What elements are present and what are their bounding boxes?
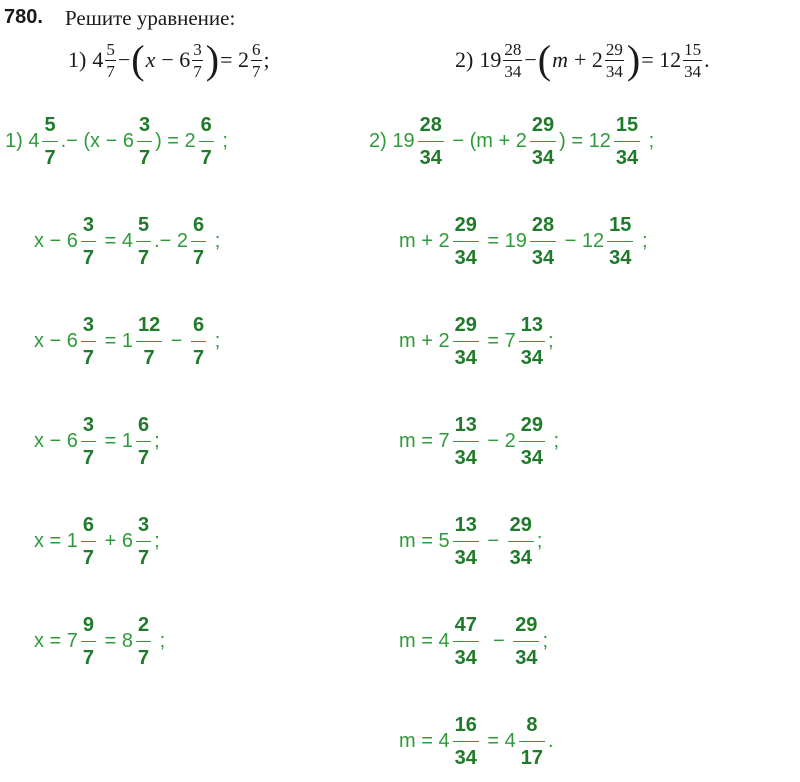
equation-text: . xyxy=(548,729,554,752)
numerator: 15 xyxy=(615,113,639,136)
equation-line xyxy=(398,505,543,577)
denominator: 34 xyxy=(454,546,477,569)
fraction xyxy=(81,312,96,371)
equation-text: ) = 2 xyxy=(155,129,196,152)
equation-text: .− 2 xyxy=(154,229,189,252)
equation-text: − xyxy=(481,629,511,652)
fraction-bar xyxy=(136,641,151,642)
equation-line xyxy=(398,305,555,377)
numerator: 13 xyxy=(454,513,477,536)
fraction-bar xyxy=(199,141,214,142)
fraction: 15 34 xyxy=(684,39,702,81)
fraction-bar xyxy=(453,741,479,742)
equation-text: − 2 xyxy=(481,429,516,452)
fraction-bar xyxy=(530,241,556,242)
denominator: 7 xyxy=(137,246,150,269)
equation-text: = 7 xyxy=(481,329,516,352)
fraction xyxy=(136,212,151,271)
numerator: 8 xyxy=(526,713,538,736)
fraction xyxy=(519,412,545,471)
fraction xyxy=(519,712,545,771)
fraction-bar xyxy=(191,241,206,242)
fraction-bar xyxy=(81,541,96,542)
fraction xyxy=(519,312,545,371)
denominator: 7 xyxy=(82,646,95,669)
fraction-bar xyxy=(137,141,152,142)
denominator: 17 xyxy=(520,746,543,769)
equation-text: ; xyxy=(154,629,166,652)
fraction xyxy=(530,112,556,171)
equation-text: ; xyxy=(154,529,160,552)
fraction-bar xyxy=(607,241,633,242)
fraction xyxy=(42,112,57,171)
equation-text: = 8 xyxy=(99,629,133,652)
equation-line xyxy=(33,605,166,677)
fraction xyxy=(508,512,534,571)
fraction-bar xyxy=(42,141,57,142)
equation-text: ; xyxy=(209,329,221,352)
fraction-bar xyxy=(519,441,545,442)
denominator: 7 xyxy=(137,546,150,569)
equation-text: = 19 xyxy=(481,229,527,252)
equation-text: = 1 xyxy=(99,329,133,352)
equation-line xyxy=(398,605,549,677)
equation-text: m = 4 xyxy=(399,729,450,752)
fraction xyxy=(81,512,96,571)
numerator: 3 xyxy=(82,213,95,236)
numerator: 6 xyxy=(82,513,95,536)
equation-line xyxy=(33,405,161,477)
denominator: 7 xyxy=(82,446,95,469)
denominator: 34 xyxy=(454,746,477,769)
numerator: 6 xyxy=(193,313,205,336)
numerator: 29 xyxy=(531,113,555,136)
fraction: 5 7 xyxy=(106,39,115,81)
denominator: 7 xyxy=(82,246,95,269)
task-2: 2) 19 28 34 − ( m + 2 29 34 ) = 12 15 34 . xyxy=(455,37,710,82)
numerator: 29 xyxy=(454,213,477,236)
fraction xyxy=(191,312,206,371)
denominator: 34 xyxy=(515,646,538,669)
equation-text: ; xyxy=(154,429,160,452)
equation-text: m = 5 xyxy=(399,529,450,552)
fraction: 29 34 xyxy=(605,39,623,81)
fraction-bar xyxy=(453,341,479,342)
fraction xyxy=(81,212,96,271)
numerator: 28 xyxy=(419,113,442,136)
fraction xyxy=(453,712,479,771)
equation-text: ; xyxy=(542,629,548,652)
numerator: 28 xyxy=(531,213,555,236)
fraction xyxy=(81,612,96,671)
fraction xyxy=(453,212,479,271)
fraction xyxy=(137,112,152,171)
denominator: 34 xyxy=(531,146,555,169)
fraction-bar xyxy=(519,741,545,742)
fraction-bar xyxy=(136,241,151,242)
denominator: 7 xyxy=(82,346,95,369)
denominator: 34 xyxy=(609,246,632,269)
numerator: 3 xyxy=(137,513,150,536)
fraction-bar xyxy=(81,341,96,342)
numerator: 3 xyxy=(138,113,151,136)
denominator: 34 xyxy=(509,546,532,569)
numerator: 13 xyxy=(520,313,543,336)
numerator: 29 xyxy=(520,413,543,436)
fraction xyxy=(418,112,444,171)
numerator: 6 xyxy=(200,113,212,136)
denominator: 7 xyxy=(193,246,205,269)
equation-line xyxy=(398,705,555,777)
denominator: 34 xyxy=(454,246,477,269)
numerator: 3 xyxy=(82,313,95,336)
numerator: 9 xyxy=(82,613,95,636)
fraction-bar xyxy=(519,341,545,342)
fraction: 28 34 xyxy=(504,39,522,81)
denominator: 34 xyxy=(531,246,555,269)
numerator: 13 xyxy=(454,413,477,436)
equation-text: .− (x − 6 xyxy=(60,129,134,152)
denominator: 34 xyxy=(419,146,442,169)
numerator: 5 xyxy=(137,213,150,236)
fraction-bar xyxy=(453,441,479,442)
numerator: 29 xyxy=(515,613,538,636)
denominator: 7 xyxy=(193,346,205,369)
fraction-bar xyxy=(453,241,479,242)
numerator: 3 xyxy=(82,413,95,436)
numerator: 29 xyxy=(509,513,532,536)
equation-line xyxy=(368,105,655,177)
problem-number: 780. xyxy=(4,6,43,28)
equation-text: ; xyxy=(643,129,655,152)
numerator: 16 xyxy=(454,713,477,736)
equation-text: x − 6 xyxy=(34,329,78,352)
equation-text: = 4 xyxy=(99,229,133,252)
left-paren: ( xyxy=(131,37,145,82)
fraction xyxy=(199,112,214,171)
equation-text: ) = 12 xyxy=(559,129,611,152)
fraction xyxy=(530,212,556,271)
equation-text: x = 1 xyxy=(34,529,78,552)
equation-text: ; xyxy=(216,129,228,152)
equation-text: x − 6 xyxy=(34,429,78,452)
equation-text: 1) 4 xyxy=(5,129,40,152)
numerator: 6 xyxy=(193,213,205,236)
fraction xyxy=(136,312,162,371)
equation-line xyxy=(33,205,221,277)
fraction xyxy=(513,612,539,671)
fraction xyxy=(607,212,633,271)
equation-text: ; xyxy=(636,229,648,252)
equation-text: − xyxy=(165,329,189,352)
fraction xyxy=(453,412,479,471)
right-paren: ) xyxy=(205,37,220,82)
denominator: 7 xyxy=(137,646,150,669)
denominator: 7 xyxy=(138,146,151,169)
numerator: 6 xyxy=(137,413,150,436)
fraction-bar xyxy=(513,641,539,642)
fraction xyxy=(136,612,151,671)
numerator: 5 xyxy=(44,113,56,136)
denominator: 34 xyxy=(520,346,543,369)
denominator: 34 xyxy=(454,346,477,369)
equation-line xyxy=(4,105,229,177)
equation-text: = 1 xyxy=(99,429,133,452)
denominator: 34 xyxy=(454,646,477,669)
equation-text: − 12 xyxy=(559,229,605,252)
right-paren: ) xyxy=(626,37,641,82)
fraction: 3 7 xyxy=(193,39,202,81)
equation-text: ; xyxy=(548,329,554,352)
fraction: 6 7 xyxy=(252,39,261,81)
equation-text: + 6 xyxy=(99,529,133,552)
equation-text: m = 4 xyxy=(399,629,450,652)
fraction-bar xyxy=(453,541,479,542)
fraction xyxy=(81,412,96,471)
equation-text: ; xyxy=(548,429,560,452)
fraction xyxy=(453,612,479,671)
fraction-bar xyxy=(614,141,640,142)
task-1: 1) 4 5 7 − ( x − 6 3 7 ) = 2 6 7 ; xyxy=(68,37,270,82)
equation-line xyxy=(398,205,649,277)
numerator: 29 xyxy=(454,313,477,336)
fraction-bar xyxy=(81,441,96,442)
numerator: 2 xyxy=(137,613,150,636)
equation-text: x = 7 xyxy=(34,629,78,652)
denominator: 7 xyxy=(143,346,155,369)
fraction-bar xyxy=(453,641,479,642)
denominator: 34 xyxy=(454,446,477,469)
denominator: 34 xyxy=(520,446,543,469)
fraction-bar xyxy=(508,541,534,542)
equation-line xyxy=(33,505,161,577)
numerator: 15 xyxy=(609,213,632,236)
fraction-bar xyxy=(418,141,444,142)
fraction xyxy=(453,312,479,371)
fraction xyxy=(136,412,151,471)
fraction xyxy=(191,212,206,271)
equation-line xyxy=(33,305,221,377)
fraction-bar xyxy=(81,241,96,242)
equation-text: m + 2 xyxy=(399,229,450,252)
denominator: 7 xyxy=(137,446,150,469)
denominator: 7 xyxy=(200,146,212,169)
equation-text: − xyxy=(481,529,505,552)
problem-instruction: Решите уравнение: xyxy=(65,6,236,30)
equation-text: ; xyxy=(536,529,543,552)
denominator: 7 xyxy=(82,546,95,569)
fraction xyxy=(136,512,151,571)
fraction-bar xyxy=(530,141,556,142)
equation-text: m + 2 xyxy=(399,329,450,352)
denominator: 7 xyxy=(44,146,56,169)
equation-text: 2) 19 xyxy=(369,129,415,152)
fraction xyxy=(453,512,479,571)
fraction-bar xyxy=(136,341,162,342)
equation-text: x − 6 xyxy=(34,229,78,252)
equation-text: m = 7 xyxy=(399,429,450,452)
fraction-bar xyxy=(136,541,151,542)
numerator: 12 xyxy=(137,313,161,336)
fraction xyxy=(614,112,640,171)
denominator: 34 xyxy=(615,146,639,169)
equation-text: ; xyxy=(209,229,221,252)
fraction-bar xyxy=(191,341,206,342)
equation-line xyxy=(398,405,560,477)
left-paren: ( xyxy=(537,37,552,82)
numerator: 47 xyxy=(454,613,477,636)
fraction-bar xyxy=(81,641,96,642)
equation-text: − (m + 2 xyxy=(446,129,527,152)
fraction-bar xyxy=(136,441,151,442)
equation-text: = 4 xyxy=(481,729,516,752)
